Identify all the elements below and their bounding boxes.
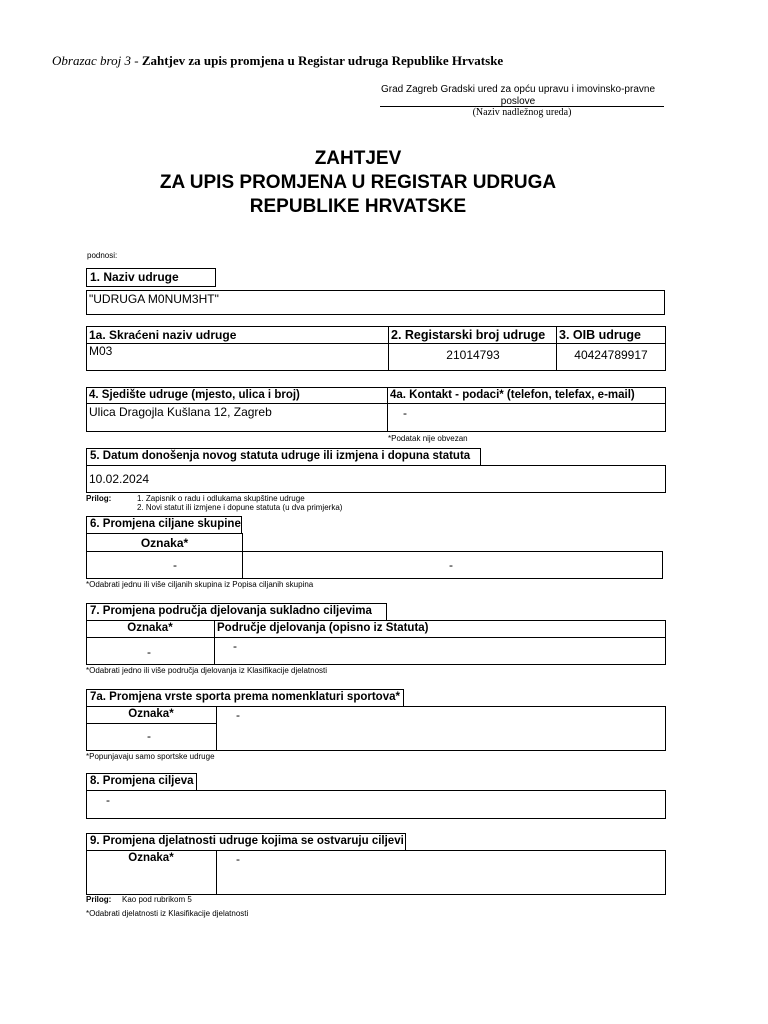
section-5-prilog-label: Prilog: xyxy=(86,494,112,503)
form-title: Zahtjev za upis promjena u Registar udruga Republike Hrvatske xyxy=(141,53,504,68)
section-6-oznaka-label: Oznaka* xyxy=(140,536,189,550)
section-7-label: 7. Promjena područja djelovanja sukladno ciljevima xyxy=(86,603,387,621)
section-7-divider xyxy=(214,620,215,665)
section-4a-note: *Podatak nije obvezan xyxy=(388,434,468,443)
section-2-label: 2. Registarski broj udruge xyxy=(391,328,546,342)
form-number: Obrazac broj 3 xyxy=(52,53,131,68)
section-6-note: *Odabrati jednu ili više ciljanih skupina iz Popisa ciljanih skupina xyxy=(86,580,314,589)
title-line2: ZA UPIS PROMJENA U REGISTAR UDRUGA xyxy=(159,172,557,193)
goals-change-value: - xyxy=(106,793,110,807)
statute-date-value: 10.02.2024 xyxy=(89,472,150,486)
section-9-note: *Odabrati djelatnosti iz Klasifikacije djelatnosti xyxy=(86,909,249,918)
section-8-label: 8. Promjena ciljeva xyxy=(86,773,197,791)
office-name-line1: Grad Zagreb Gradski ured za opću upravu i imovinsko-pravne xyxy=(380,84,656,95)
office-caption: (Naziv nadležnog ureda) xyxy=(472,107,572,118)
section-7a-value-2: - xyxy=(236,708,240,722)
section-7-header-divider xyxy=(86,637,666,638)
section-7-area-label: Područje djelovanja (opisno iz Statuta) xyxy=(217,622,429,634)
section-5-prilog-1: 1. Zapisnik o radu i odlukama skupštine udruge xyxy=(137,494,305,503)
section-7a-note: *Popunjavaju samo sportske udruge xyxy=(86,752,215,761)
section-3-label: 3. OIB udruge xyxy=(559,328,641,342)
section-4-label: 4. Sjedište udruge (mjesto, ulica i broj) xyxy=(89,389,300,401)
section-1a-label: 1a. Skraćeni naziv udruge xyxy=(89,328,237,342)
page-title xyxy=(0,147,716,219)
section-9-divider xyxy=(216,850,217,895)
statute-date-field[interactable] xyxy=(86,465,666,493)
header-separator: - xyxy=(130,53,142,68)
short-name-value: M03 xyxy=(89,344,113,358)
section-9-label: 9. Promjena djelatnosti udruge kojima se ostvaruju ciljevi xyxy=(86,833,406,851)
section-1a-header-divider xyxy=(86,343,666,344)
section-5-prilog-2: 2. Novi statut ili izmjene i dopune statuta (u dva primjerka) xyxy=(137,503,343,512)
registry-number-value: 21014793 xyxy=(446,348,500,362)
section-9-prilog-label: Prilog: xyxy=(86,895,112,904)
section-4-header-divider xyxy=(86,403,666,404)
section-7-oznaka-label: Oznaka* xyxy=(127,622,173,634)
section-6-value-1: - xyxy=(173,558,177,572)
section-7a-oznaka-label: Oznaka* xyxy=(128,708,174,720)
section-7a-divider xyxy=(216,706,217,751)
section-7-value-2: - xyxy=(233,639,237,653)
office-name-line2: poslove xyxy=(500,96,536,107)
contact-value: - xyxy=(403,406,407,420)
section-1-label: 1. Naziv udruge xyxy=(86,268,216,287)
podnosi-label: podnosi: xyxy=(87,251,118,260)
section-6-label: 6. Promjena ciljane skupine xyxy=(86,516,242,534)
section-4a-label: 4a. Kontakt - podaci* (telefon, telefax, e-mail) xyxy=(390,389,635,401)
title-line3: REPUBLIKE HRVATSKE xyxy=(249,196,467,217)
section-9-prilog-text: Kao pod rubrikom 5 xyxy=(122,895,192,904)
section-7a-header-divider xyxy=(86,723,216,724)
section-7-value-1: - xyxy=(147,645,151,659)
section-9-oznaka-label: Oznaka* xyxy=(128,852,174,864)
section-7a-value-1: - xyxy=(147,729,151,743)
section-6-value-2: - xyxy=(449,558,453,572)
section-6-divider xyxy=(242,551,243,579)
form-header-line xyxy=(52,53,503,69)
oib-value: 40424789917 xyxy=(574,348,648,362)
address-value: Ulica Dragojla Kušlana 12, Zagreb xyxy=(89,405,272,419)
section-7-note: *Odabrati jedno ili više područja djelovanja iz Klasifikacije djelatnosti xyxy=(86,666,328,675)
title-line1: ZAHTJEV xyxy=(314,148,402,169)
section-5-label: 5. Datum donošenja novog statuta udruge ili izmjena i dopuna statuta xyxy=(86,448,481,466)
goals-change-field[interactable] xyxy=(86,790,666,819)
section-4-divider xyxy=(387,387,388,432)
section-7a-label: 7a. Promjena vrste sporta prema nomenklaturi sportova* xyxy=(86,689,404,707)
office-block xyxy=(372,84,664,107)
section-9-value: - xyxy=(236,852,240,866)
association-name-value: "UDRUGA M0NUM3HT" xyxy=(89,292,219,306)
